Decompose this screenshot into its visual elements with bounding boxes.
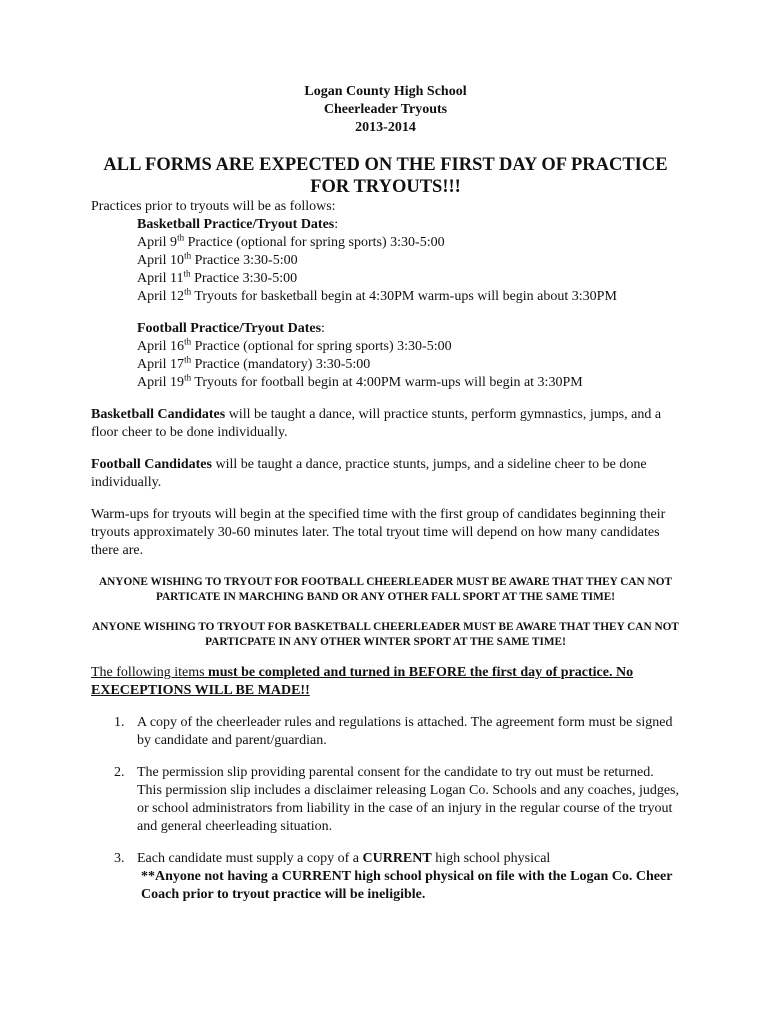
basketball-schedule: Basketball Practice/Tryout Dates: April 9th Practice (optional for spring sports) 3:30-5:00 April 10th Practice 3:30-5:00 April 11th Practice 3:30-5:00 April 12th Tryouts for basketball begin at 4:30PM warm-ups will begin about 3:30PM <box>91 216 680 306</box>
list-item: 3. Each candidate must supply a copy of a CURRENT high school physical **Anyone not having a CURRENT high school physical on file with the Logan Co. Cheer Coach prior to tryout practice will be ineligible. <box>91 850 680 904</box>
schedule-line: April 19th Tryouts for football begin at 4:00PM warm-ups will begin at 3:30PM <box>137 372 583 390</box>
school-name: Logan County High School <box>304 84 467 99</box>
schedule-line: April 10th Practice 3:30-5:00 <box>137 250 298 268</box>
schedule-line: April 11th Practice 3:30-5:00 <box>137 268 298 286</box>
basketball-candidates-paragraph: Basketball Candidates will be taught a dance, will practice stunts, perform gymnastics, jumps, and a floor cheer to be done individually. <box>91 407 662 440</box>
list-item: 1. A copy of the cheerleader rules and regulations is attached. The agreement form must be signed by candidate and parent/guardian. <box>114 715 673 748</box>
football-candidates-paragraph: Football Candidates will be taught a dance, practice stunts, jumps, and a sideline cheer to be done individually. <box>91 457 647 490</box>
forms-headline: ALL FORMS ARE EXPECTED ON THE FIRST DAY OF PRACTICE FOR TRYOUTS!!! <box>103 155 668 197</box>
basketball-candidates-label: Basketball Candidates <box>91 407 226 422</box>
football-candidates-label: Football Candidates <box>91 457 212 472</box>
event-title: Cheerleader Tryouts <box>323 102 448 117</box>
football-schedule-title: Football Practice/Tryout Dates <box>137 321 322 336</box>
schedule-line: April 16th Practice (optional for spring sports) 3:30-5:00 <box>137 336 452 354</box>
practices-intro: Practices prior to tryouts will be as follows: <box>91 199 336 214</box>
basketball-notice: ANYONE WISHING TO TRYOUT FOR BASKETBALL CHEERLEADER MUST BE AWARE THAT THEY CAN NOT PARTICPATE IN ANY OTHER WINTER SPORT AT THE SAME TIME! <box>92 621 679 648</box>
football-notice: ANYONE WISHING TO TRYOUT FOR FOOTBALL CHEERLEADER MUST BE AWARE THAT THEY CAN NOT PARTICATE IN MARCHING BAND OR ANY OTHER FALL SPORT AT THE SAME TIME! <box>98 576 673 603</box>
physical-note: **Anyone not having a CURRENT high school physical on file with the Logan Co. Cheer Coach prior to tryout practice will be ineligible. <box>141 869 673 902</box>
requirements-intro: The following items must be completed and turned in BEFORE the first day of practice. No EXECEPTIONS WILL BE MADE!! <box>91 665 634 698</box>
warmups-paragraph: Warm-ups for tryouts will begin at the specified time with the first group of candidates beginning their tryouts approximately 30-60 minutes later. The total tryout time will depend on how many candidates there are. <box>91 507 666 558</box>
basketball-schedule-title: Basketball Practice/Tryout Dates <box>137 217 335 232</box>
requirements-list <box>91 714 680 904</box>
schedule-line: April 17th Practice (mandatory) 3:30-5:00 <box>137 354 371 372</box>
school-year: 2013-2014 <box>355 120 416 135</box>
football-schedule: Football Practice/Tryout Dates: April 16th Practice (optional for spring sports) 3:30-5:00 April 17th Practice (mandatory) 3:30-5:00 April 19th Tryouts for football begin at 4:00PM warm-ups will begin at 3:30PM <box>91 320 680 392</box>
list-item: 2. The permission slip providing parental consent for the candidate to try out must be returned. This permission slip includes a disclaimer releasing Logan Co. Schools and any coaches, judges, or school administrators from liability in the case of an injury in the regular course of the tryout and general cheerleading situation. <box>114 765 679 834</box>
document-header <box>91 83 680 137</box>
schedule-line: April 12th Tryouts for basketball begin at 4:30PM warm-ups will begin about 3:30PM <box>137 286 617 304</box>
schedule-line: April 9th Practice (optional for spring sports) 3:30-5:00 <box>137 232 445 250</box>
